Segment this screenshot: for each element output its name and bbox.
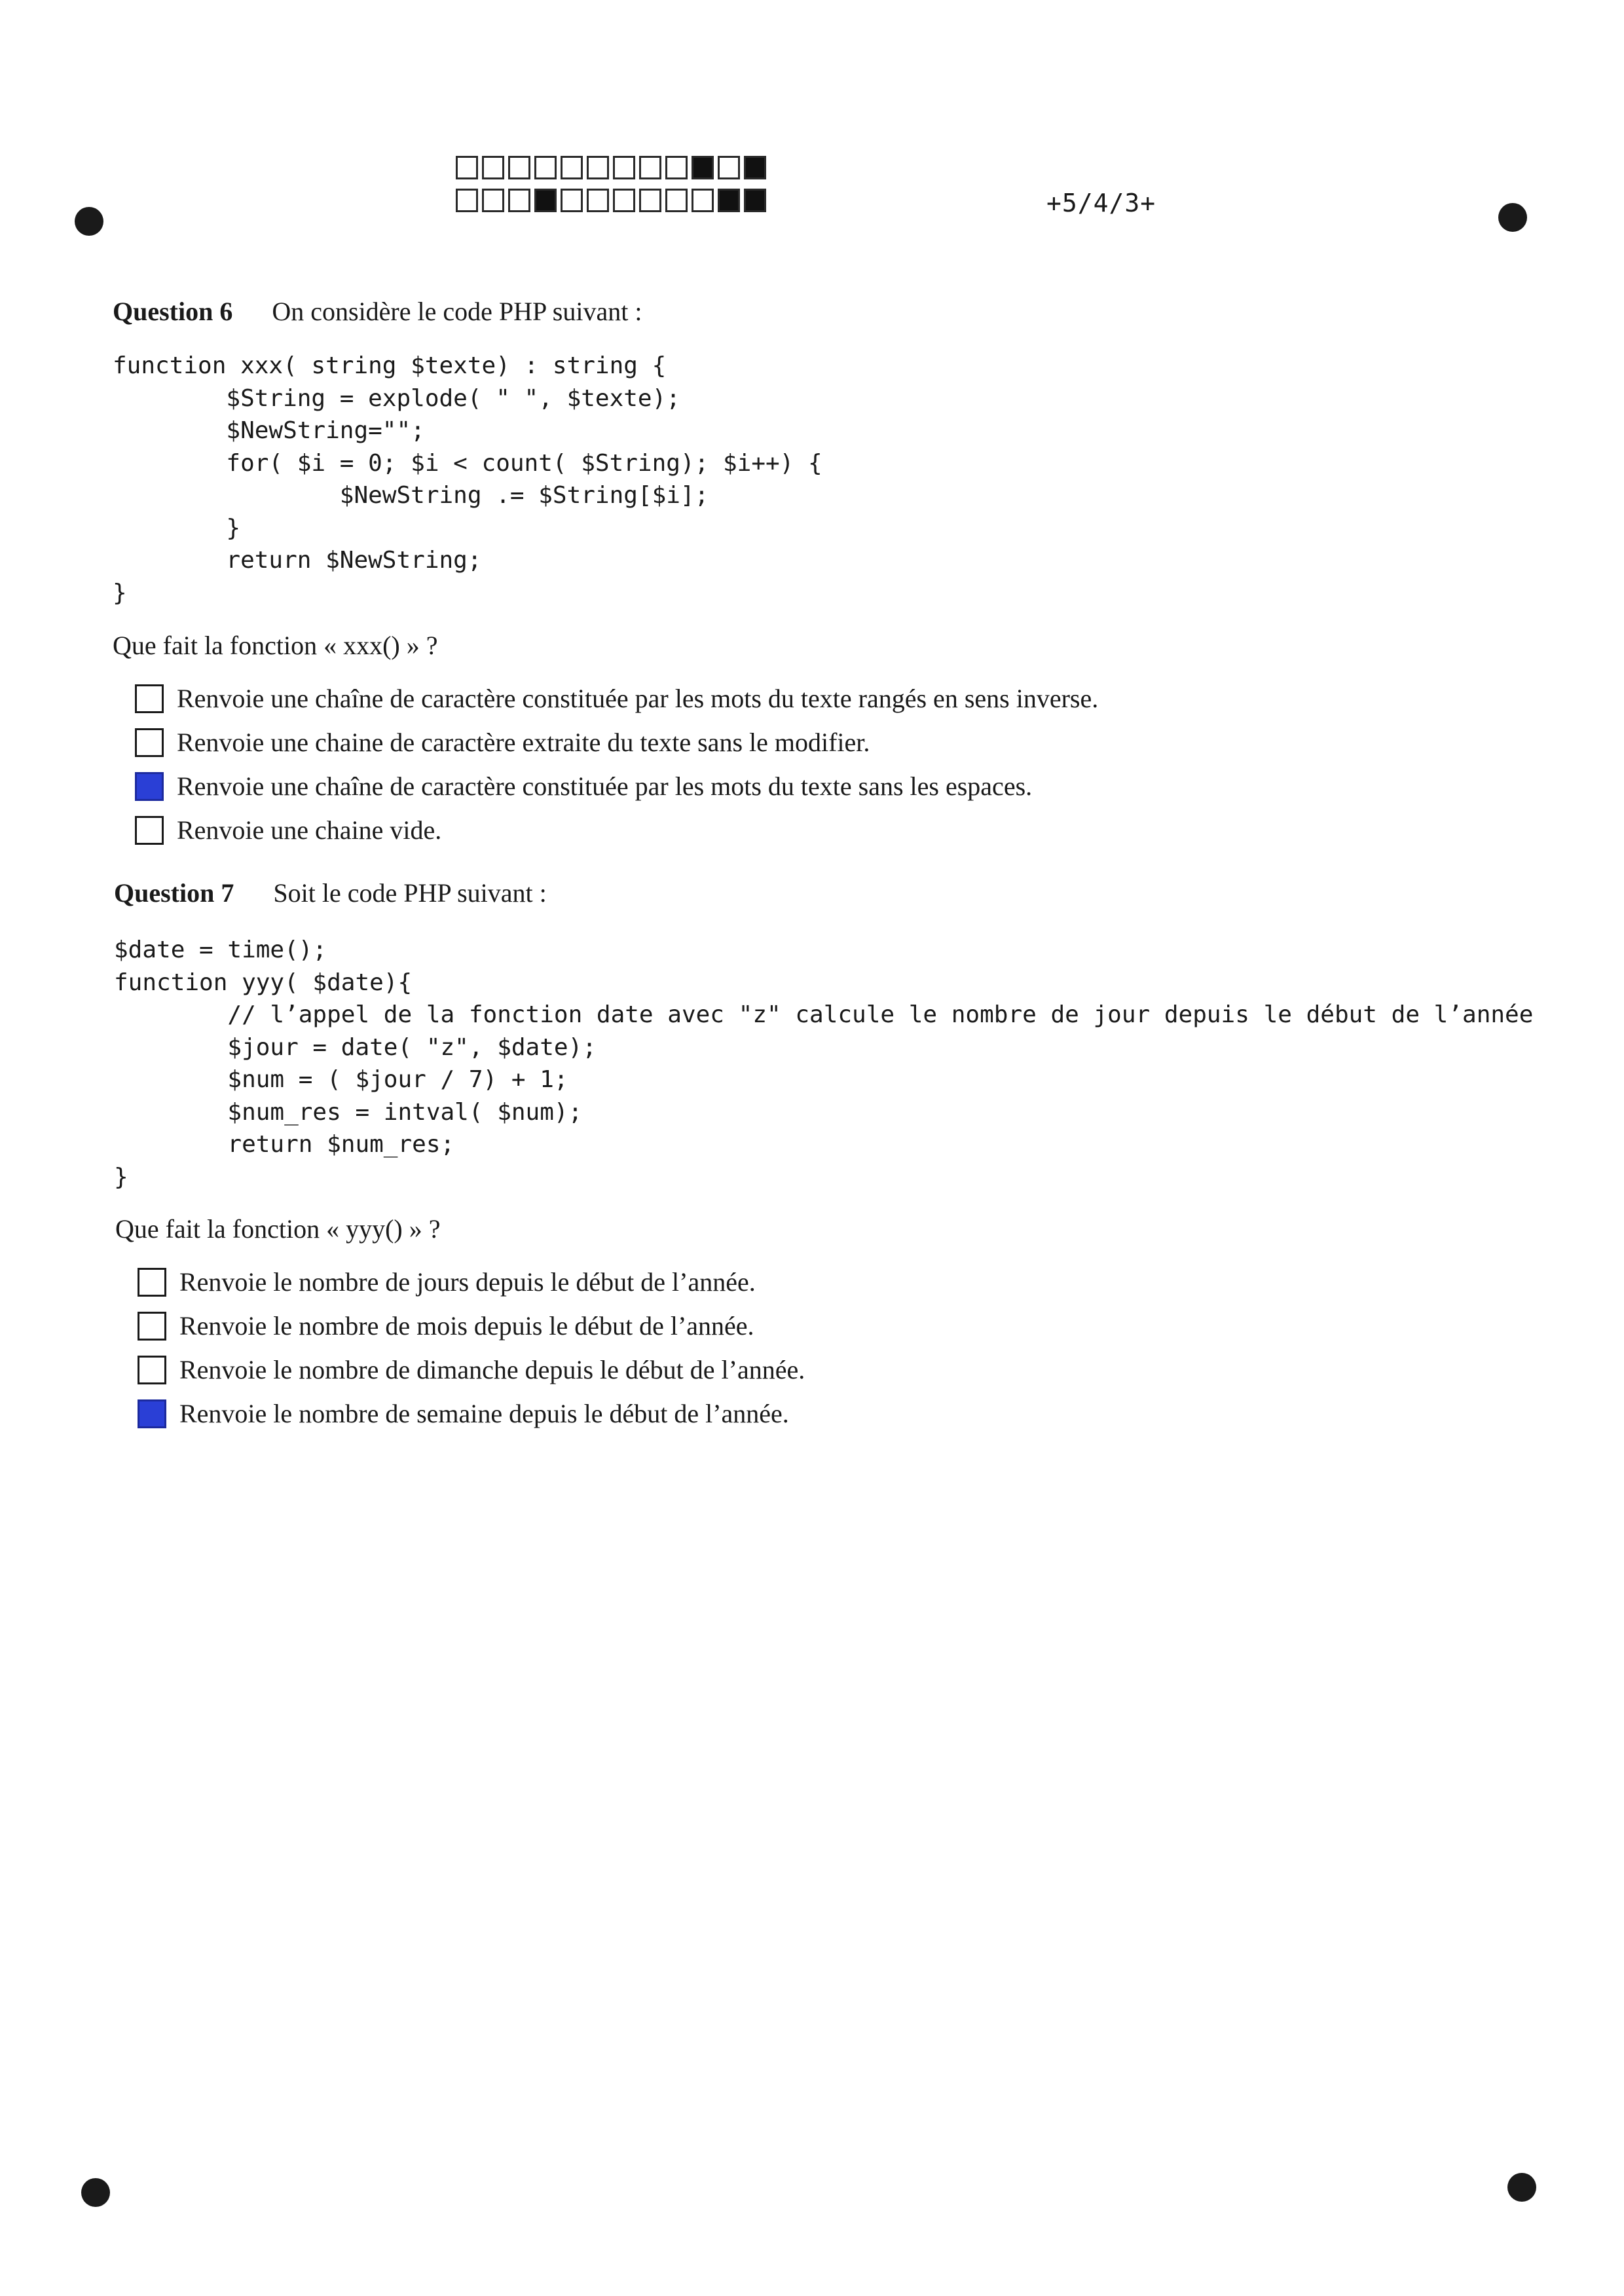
- code-cell-empty: [508, 189, 530, 212]
- code-cell-filled: [692, 156, 714, 179]
- checkbox[interactable]: [135, 728, 164, 757]
- code-cell-empty: [561, 156, 583, 179]
- code-cell-empty: [613, 189, 635, 212]
- answer-text: Renvoie le nombre de jours depuis le début de l’année.: [179, 1267, 756, 1297]
- answer-text: Renvoie une chaîne de caractère constituée par les mots du texte sans les espaces.: [177, 771, 1033, 801]
- code-cell-empty: [613, 156, 635, 179]
- code-cell-empty: [639, 156, 661, 179]
- code-cell-empty: [587, 156, 609, 179]
- answer-option[interactable]: [135, 815, 441, 845]
- answer-text: Renvoie le nombre de dimanche depuis le début de l’année.: [179, 1355, 805, 1384]
- code-cell-empty: [718, 156, 740, 179]
- code-cell-filled: [534, 189, 557, 212]
- code-cell-empty: [587, 189, 609, 212]
- code-cell-filled: [744, 156, 766, 179]
- answer-text: Renvoie le nombre de semaine depuis le début de l’année.: [179, 1399, 789, 1428]
- code-cell-empty: [665, 156, 688, 179]
- answer-option[interactable]: [138, 1267, 756, 1297]
- question-label: Question 6: [113, 297, 233, 326]
- question-prompt-q6: Que fait la fonction « xxx() » ?: [113, 631, 438, 660]
- code-cell-empty: [534, 156, 557, 179]
- registration-mark-bottom-right: [1507, 2173, 1536, 2202]
- answer-text: Renvoie le nombre de mois depuis le début de l’année.: [179, 1311, 754, 1341]
- code-cell-empty: [639, 189, 661, 212]
- code-cell-filled: [744, 189, 766, 212]
- checkbox-checked[interactable]: [138, 1399, 166, 1428]
- answer-option[interactable]: [138, 1310, 754, 1341]
- checkbox[interactable]: [138, 1268, 166, 1297]
- question-prompt-q7: Que fait la fonction « yyy() » ?: [115, 1214, 441, 1244]
- answer-text: Renvoie une chaîne de caractère constituée par les mots du texte rangés en sens inverse.: [177, 684, 1099, 713]
- question-label: Question 7: [114, 878, 234, 908]
- question-intro: On considère le code PHP suivant :: [272, 297, 642, 326]
- answer-option[interactable]: [138, 1398, 789, 1429]
- code-cell-filled: [718, 189, 740, 212]
- code-cell-empty: [482, 156, 504, 179]
- code-cell-empty: [561, 189, 583, 212]
- code-cell-empty: [692, 189, 714, 212]
- code-cell-empty: [482, 189, 504, 212]
- code-cell-empty: [456, 156, 478, 179]
- code-cell-empty: [456, 189, 478, 212]
- registration-mark-top-left: [75, 207, 103, 236]
- registration-mark-top-right: [1498, 203, 1527, 232]
- code-block-q7: $date = time(); function yyy( $date){ // l’appel de la fonction date avec "z" calcule le nombre de jour depuis le début de l’année $jour = date( "z", $date); $num = ( $jour / 7) + 1; $num_res = intval( $num); return $num_res; }: [114, 936, 1534, 1191]
- answer-option[interactable]: [135, 727, 870, 758]
- code-cell-empty: [665, 189, 688, 212]
- checkbox[interactable]: [135, 816, 164, 845]
- student-code-row-1: [456, 156, 770, 179]
- registration-mark-bottom-left: [81, 2178, 110, 2207]
- question-6-header: [113, 296, 642, 327]
- checkbox[interactable]: [138, 1356, 166, 1384]
- page-id: +5/4/3+: [1046, 189, 1156, 217]
- answer-option[interactable]: [135, 683, 1098, 714]
- answer-text: Renvoie une chaine de caractère extraite du texte sans le modifier.: [177, 728, 870, 757]
- checkbox[interactable]: [135, 684, 164, 713]
- question-7-header: [114, 878, 547, 908]
- checkbox-checked[interactable]: [135, 772, 164, 801]
- question-intro: Soit le code PHP suivant :: [273, 878, 547, 908]
- answer-option[interactable]: [135, 771, 1032, 802]
- student-code-row-2: [456, 189, 770, 212]
- code-cell-empty: [508, 156, 530, 179]
- answer-text: Renvoie une chaine vide.: [177, 815, 442, 845]
- code-block-q6: function xxx( string $texte) : string { $String = explode( " ", $texte); $NewString=""; for( $i = 0; $i < count( $String); $i++) { $NewString .= $String[$i]; } return $NewString; }: [113, 352, 822, 606]
- checkbox[interactable]: [138, 1312, 166, 1341]
- answer-option[interactable]: [138, 1354, 805, 1385]
